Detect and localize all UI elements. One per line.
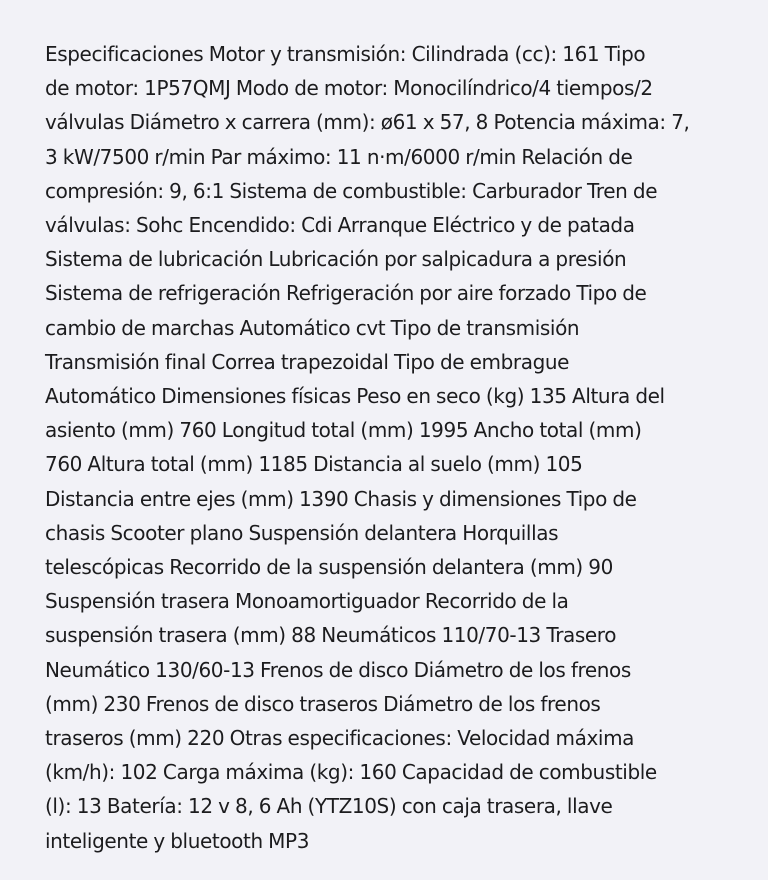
message-line: Automático Dimensiones físicas Peso en seco (kg) 135 Altura del: [45, 384, 665, 409]
message-line: (mm) 230 Frenos de disco traseros Diámetro de los frenos: [45, 691, 601, 716]
message-line: Transmisión final Correa trapezoidal Tipo de embrague: [45, 349, 570, 374]
message-line: (l): 13 Batería: 12 v 8, 6 Ah (YTZ10S) con caja trasera, llave: [45, 794, 613, 819]
message-line: válvulas: Sohc Encendido: Cdi Arranque Eléctrico y de patada: [45, 213, 635, 238]
message-line: telescópicas Recorrido de la suspensión delantera (mm) 90: [45, 555, 613, 580]
message-line: chasis Scooter plano Suspensión delantera Horquillas: [45, 520, 559, 545]
message-line: asiento (mm) 760 Longitud total (mm) 1995 Ancho total (mm): [45, 418, 642, 443]
message-text: [45, 37, 735, 858]
message-line: Especificaciones Motor y transmisión: Cilindrada (cc): 161 Tipo: [45, 42, 646, 66]
message-line: cambio de marchas Automático cvt Tipo de transmisión: [45, 315, 580, 340]
message-line: traseros (mm) 220 Otras especificaciones: Velocidad máxima: [45, 726, 635, 751]
message-line: Distancia entre ejes (mm) 1390 Chasis y dimensiones Tipo de: [45, 486, 637, 511]
message-line: válvulas Diámetro x carrera (mm): ø61 x 57, 8 Potencia máxima: 7,: [45, 110, 690, 135]
message-line: (km/h): 102 Carga máxima (kg): 160 Capacidad de combustible: [45, 760, 657, 785]
message-line: Sistema de refrigeración Refrigeración por aire forzado Tipo de: [45, 281, 647, 306]
message-line: compresión: 9, 6:1 Sistema de combustible: Carburador Tren de: [45, 178, 658, 203]
message-line: 760 Altura total (mm) 1185 Distancia al suelo (mm) 105: [45, 452, 583, 477]
message-line: Neumático 130/60-13 Frenos de disco Diámetro de los frenos: [45, 657, 631, 682]
message-line: Sistema de lubricación Lubricación por salpicadura a presión: [45, 247, 627, 272]
message-line: de motor: 1P57QMJ Modo de motor: Monocilíndrico/4 tiempos/2: [45, 76, 653, 101]
message-line: 3 kW/7500 r/min Par máximo: 11 n·m/6000 r/min Relación de: [45, 144, 633, 169]
message-line: inteligente y bluetooth MP3: [45, 828, 310, 853]
message-line: Suspensión trasera Monoamortiguador Recorrido de la: [45, 589, 569, 614]
message-line: suspensión trasera (mm) 88 Neumáticos 110/70-13 Trasero: [45, 623, 617, 648]
